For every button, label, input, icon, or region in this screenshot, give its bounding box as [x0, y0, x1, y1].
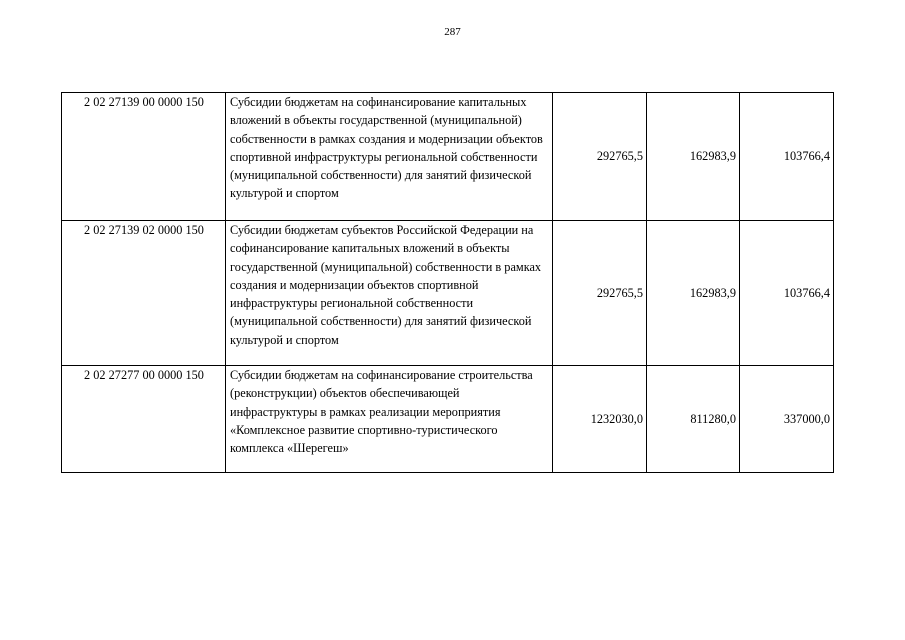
amount-year3-cell: 337000,0 — [740, 366, 834, 473]
amount-year2-cell: 162983,9 — [647, 93, 740, 221]
table-row — [62, 221, 834, 366]
description-cell: Субсидии бюджетам на софинансирование строительства (реконструкции) объектов обеспечивающей инфраструктуры в рамках реализации мероприятия «Комплексное развитие спортивно-туристического комплекса «Шерегеш» — [226, 366, 553, 473]
table-row — [62, 366, 834, 473]
table-row — [62, 93, 834, 221]
amount-year1-cell: 1232030,0 — [553, 366, 647, 473]
amount-year2-cell: 811280,0 — [647, 366, 740, 473]
page-number: 287 — [444, 26, 461, 38]
amount-year1-cell: 292765,5 — [553, 93, 647, 221]
amount-year2-cell: 162983,9 — [647, 221, 740, 366]
budget-code-cell: 2 02 27277 00 0000 150 — [62, 366, 226, 473]
amount-year3-cell: 103766,4 — [740, 93, 834, 221]
budget-code-cell: 2 02 27139 02 0000 150 — [62, 221, 226, 366]
budget-table — [61, 92, 834, 473]
amount-year3-cell: 103766,4 — [740, 221, 834, 366]
description-cell: Субсидии бюджетам на софинансирование капитальных вложений в объекты государственной (муниципальной) собственности в рамках создания и модернизации объектов спортивной инфраструктуры региональной собственности (муниципальной собственности) для занятий физической культурой и спортом — [226, 93, 553, 221]
budget-code-cell: 2 02 27139 00 0000 150 — [62, 93, 226, 221]
amount-year1-cell: 292765,5 — [553, 221, 647, 366]
description-cell: Субсидии бюджетам субъектов Российской Федерации на софинансирование капитальных вложений в объекты государственной (муниципальной) собственности в рамках создания и модернизации объектов спортивной инфраструктуры региональной собственности (муниципальной собственности) для занятий физической культурой и спортом — [226, 221, 553, 366]
